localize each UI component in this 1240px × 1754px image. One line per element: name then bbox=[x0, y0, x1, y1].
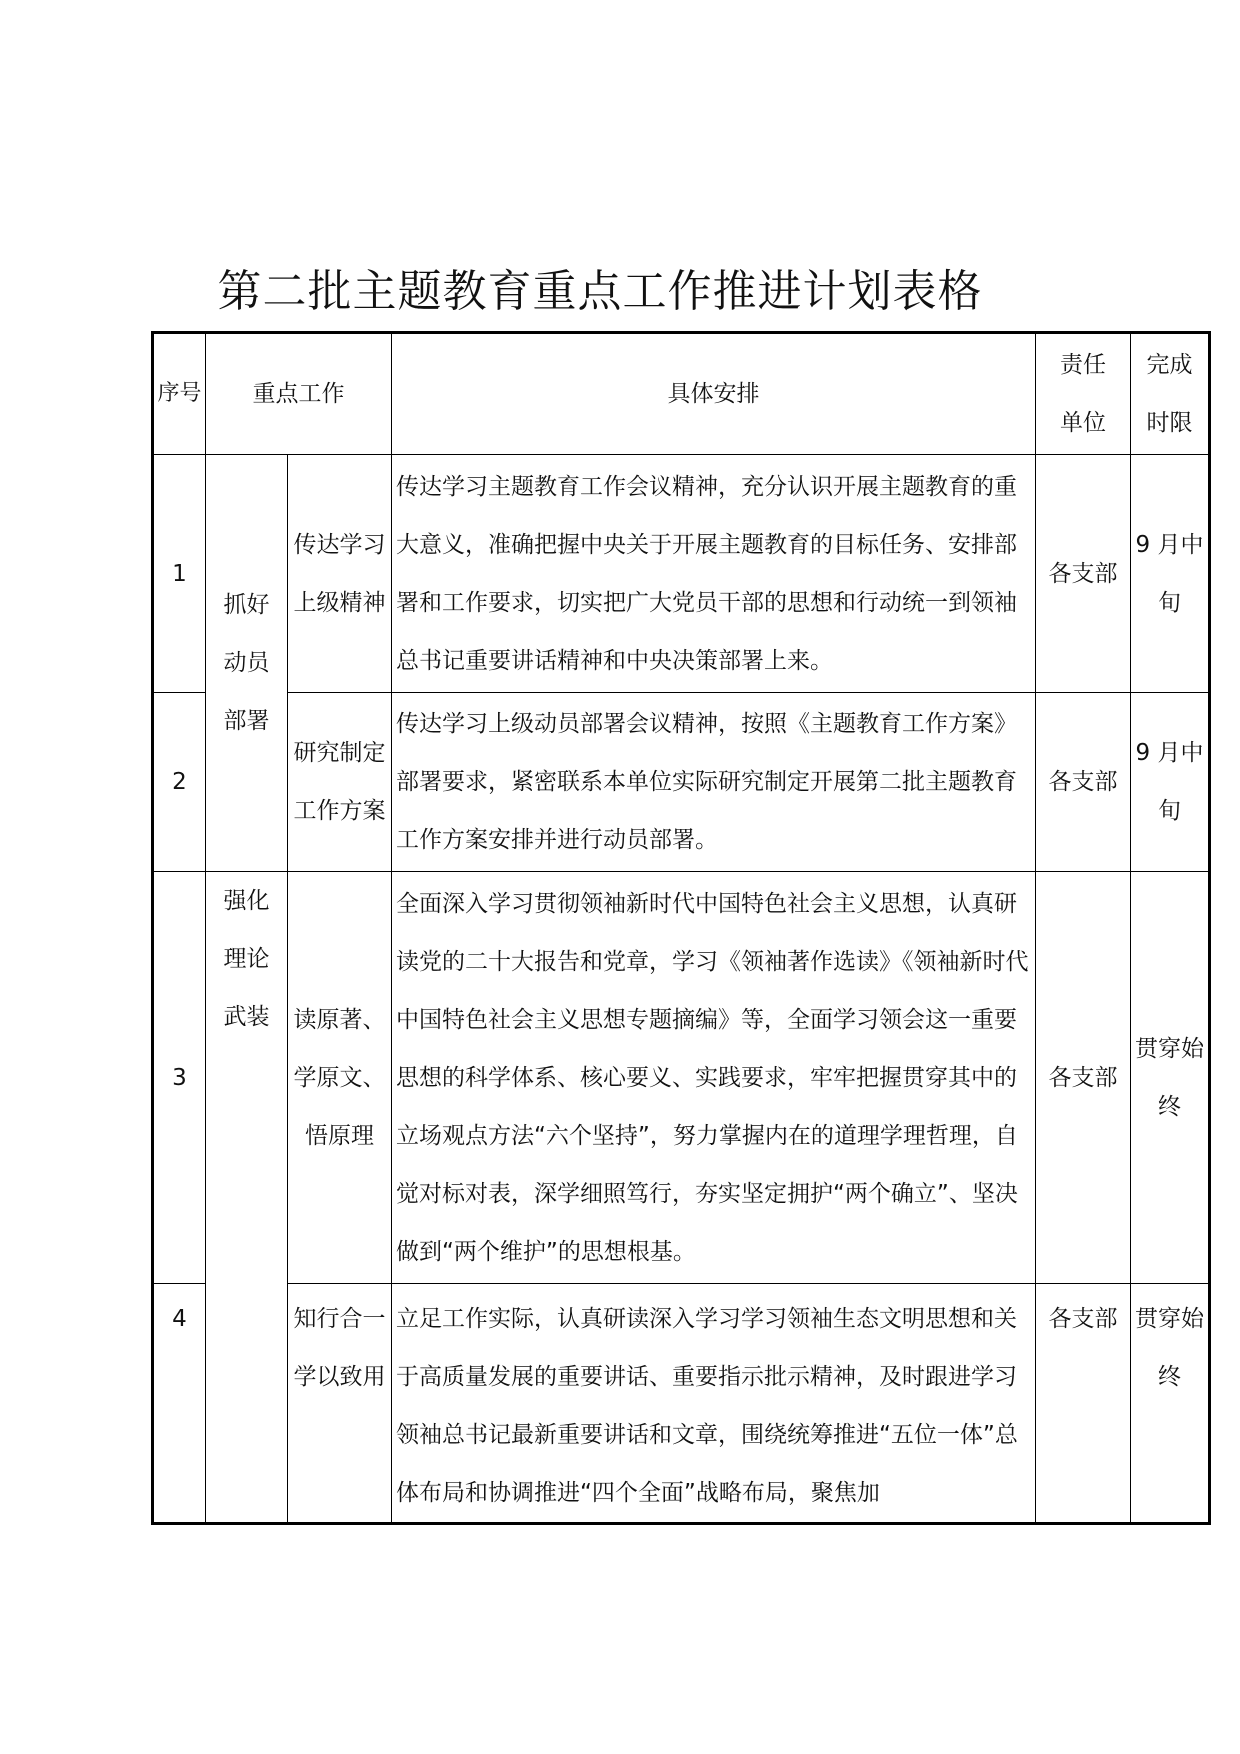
deadline-cell bbox=[1131, 872, 1210, 1284]
deadline-line: 终 bbox=[1158, 1364, 1181, 1390]
header-arrangement: 具体安排 bbox=[392, 333, 1036, 455]
category-line: 部署 bbox=[223, 708, 270, 734]
arrangement-cell: 全面深入学习贯彻领袖新时代中国特色社会主义思想，认真研读党的二十大报告和党章，学习《领袖著作选读》《领袖新时代中国特色社会主义思想专题摘编》等，全面学习领会这一重要思想的科学体系、核心要义、实践要求，牢牢把握贯穿其中的立场观点方法“六个坚持”，努力掌握内在的道理学理哲理，自觉对标对表，深学细照笃行，夯实坚定拥护“两个确立”、坚决做到“两个维护”的思想根基。 bbox=[392, 872, 1036, 1284]
deadline-line: 贯穿始 bbox=[1135, 1035, 1204, 1062]
arrangement-cell: 立足工作实际，认真研读深入学习学习领袖生态文明思想和关于高质量发展的重要讲话、重要指示批示精神，及时跟进学习领袖总书记最新重要讲话和文章，围绕统筹推进“五位一体”总体布局和协调推进“四个全面”战略布局，聚焦加 bbox=[392, 1284, 1036, 1524]
unit-cell: 各支部 bbox=[1036, 693, 1131, 872]
deadline-cell bbox=[1131, 693, 1210, 872]
header-unit bbox=[1036, 333, 1131, 455]
category-line: 强化 bbox=[223, 888, 270, 914]
arrangement-cell: 传达学习上级动员部署会议精神，按照《主题教育工作方案》部署要求，紧密联系本单位实际研究制定开展第二批主题教育工作方案安排并进行动员部署。 bbox=[392, 693, 1036, 872]
sub-work-cell bbox=[288, 872, 392, 1284]
sub-work-line: 悟原理 bbox=[305, 1122, 374, 1149]
sub-work-line: 读原著、 bbox=[293, 1006, 386, 1033]
deadline-line: 9 月中 bbox=[1135, 531, 1204, 558]
deadline-line: 9 月中 bbox=[1135, 740, 1204, 766]
sub-work-line: 知行合一 bbox=[293, 1306, 386, 1332]
category-line: 动员 bbox=[223, 650, 270, 676]
table-row bbox=[153, 1284, 1210, 1524]
work-plan-table bbox=[151, 331, 1211, 1525]
header-key-work: 重点工作 bbox=[206, 333, 392, 455]
category-cell bbox=[206, 455, 288, 872]
category-cell bbox=[206, 872, 288, 1524]
sub-work-line: 工作方案 bbox=[293, 798, 386, 824]
category-line: 理论 bbox=[223, 946, 270, 972]
header-deadline bbox=[1131, 333, 1210, 455]
table-row bbox=[153, 455, 1210, 693]
page-title: 第二批主题教育重点工作推进计划表格 bbox=[217, 266, 983, 317]
deadline-line: 终 bbox=[1158, 1093, 1181, 1120]
header-unit-line1: 责任 bbox=[1060, 352, 1106, 378]
sub-work-line: 上级精神 bbox=[293, 589, 386, 616]
row-seq: 4 bbox=[153, 1284, 206, 1524]
row-seq: 1 bbox=[153, 455, 206, 693]
unit-cell: 各支部 bbox=[1036, 455, 1131, 693]
deadline-cell bbox=[1131, 1284, 1210, 1524]
header-deadline-line1: 完成 bbox=[1146, 352, 1193, 378]
arrangement-cell: 传达学习主题教育工作会议精神，充分认识开展主题教育的重大意义，准确把握中央关于开展主题教育的目标任务、安排部署和工作要求，切实把广大党员干部的思想和行动统一到领袖总书记重要讲话精神和中央决策部署上来。 bbox=[392, 455, 1036, 693]
category-line: 抓好 bbox=[223, 592, 270, 618]
category-line: 武装 bbox=[223, 1004, 270, 1030]
sub-work-line: 传达学习 bbox=[293, 531, 386, 558]
sub-work-cell bbox=[288, 455, 392, 693]
header-row bbox=[153, 333, 1210, 455]
table-row bbox=[153, 693, 1210, 872]
sub-work-line: 研究制定 bbox=[293, 740, 386, 766]
unit-cell: 各支部 bbox=[1036, 1284, 1131, 1524]
table-row bbox=[153, 872, 1210, 1284]
deadline-cell bbox=[1131, 455, 1210, 693]
unit-cell: 各支部 bbox=[1036, 872, 1131, 1284]
row-seq: 3 bbox=[153, 872, 206, 1284]
deadline-line: 旬 bbox=[1158, 798, 1181, 824]
deadline-line: 旬 bbox=[1158, 589, 1181, 616]
header-deadline-line2: 时限 bbox=[1146, 410, 1193, 436]
sub-work-line: 学原文、 bbox=[293, 1064, 386, 1091]
sub-work-line: 学以致用 bbox=[293, 1364, 386, 1390]
row-seq: 2 bbox=[153, 693, 206, 872]
header-seq: 序号 bbox=[153, 333, 206, 455]
header-unit-line2: 单位 bbox=[1060, 410, 1106, 436]
sub-work-cell bbox=[288, 1284, 392, 1524]
deadline-line: 贯穿始 bbox=[1135, 1306, 1204, 1332]
sub-work-cell bbox=[288, 693, 392, 872]
